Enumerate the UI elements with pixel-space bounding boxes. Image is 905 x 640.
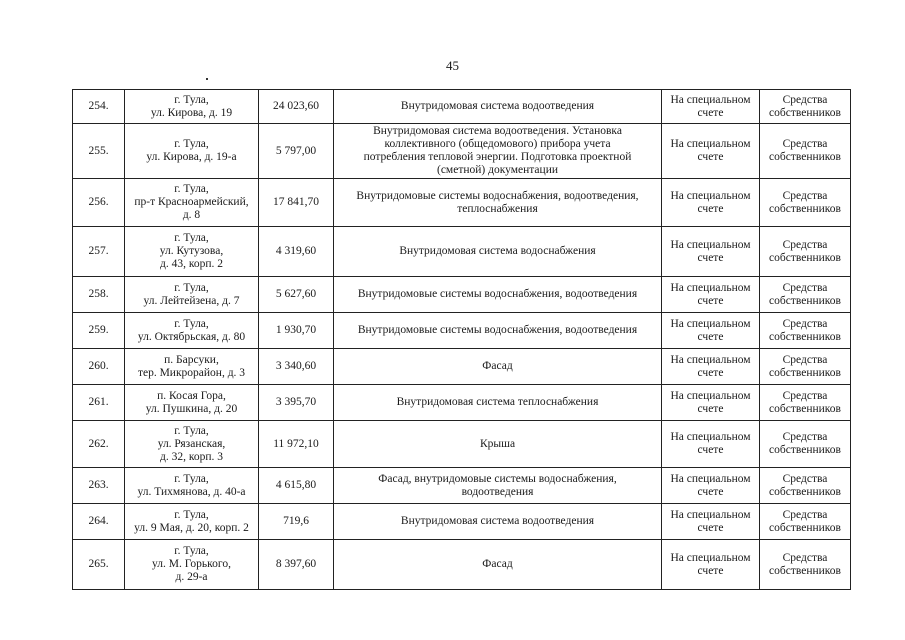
funds-source-line: собственников xyxy=(769,202,841,215)
funds-source-line: Средства xyxy=(782,472,828,485)
funds-source-cell xyxy=(760,179,851,227)
funds-source-line: Средства xyxy=(782,238,828,251)
account-line: На специальном xyxy=(670,353,751,366)
amount-cell: 1 930,70 xyxy=(259,313,334,349)
funds-source-line: собственников xyxy=(769,106,841,119)
work-type-line: Фасад xyxy=(482,360,513,372)
amount-cell: 4 615,80 xyxy=(259,468,334,504)
row-number-cell: 264. xyxy=(73,504,125,540)
funds-source-cell xyxy=(760,385,851,421)
account-line: На специальном xyxy=(670,189,751,202)
funds-source-line: Средства xyxy=(782,189,828,202)
account-cell xyxy=(662,179,760,227)
funds-source-line: собственников xyxy=(769,294,841,307)
work-type-cell xyxy=(334,227,662,277)
account-line: счете xyxy=(697,106,724,119)
amount-cell: 5 627,60 xyxy=(259,277,334,313)
work-type-line: (сметной) документации xyxy=(437,164,558,176)
work-type-line: водоотведения xyxy=(461,485,534,498)
work-type-cell xyxy=(334,468,662,504)
address-line: п. Косая Гора, xyxy=(157,389,226,402)
work-type-line: Внутридомовая система теплоснабжения xyxy=(396,396,599,408)
address-cell xyxy=(125,349,259,385)
amount-cell: 4 319,60 xyxy=(259,227,334,277)
address-line: ул. М. Горького, xyxy=(152,558,231,570)
amount-cell: 24 023,60 xyxy=(259,90,334,124)
address-line: ул. Лейтейзена, д. 7 xyxy=(143,294,240,307)
table-row xyxy=(73,179,851,227)
funds-source-line: Средства xyxy=(782,389,828,402)
amount-cell: 3 395,70 xyxy=(259,385,334,421)
funds-source-line: собственников xyxy=(769,251,841,264)
address-line: г. Тула, xyxy=(174,232,209,244)
address-line: ул. Кирова, д. 19 xyxy=(150,106,233,119)
address-line: г. Тула, xyxy=(174,472,209,485)
account-line: На специальном xyxy=(670,317,751,330)
address-line: д. 32, корп. 3 xyxy=(159,450,223,463)
address-line: г. Тула, xyxy=(174,183,209,195)
address-line: г. Тула, xyxy=(174,424,209,437)
address-line: г. Тула, xyxy=(174,93,209,106)
address-line: д. 29-а xyxy=(175,571,208,583)
account-line: счете xyxy=(697,366,724,379)
funds-source-line: собственников xyxy=(769,366,841,379)
account-line: На специальном xyxy=(670,93,751,106)
work-type-line: Фасад, внутридомовые системы водоснабжения, xyxy=(378,472,617,485)
address-cell xyxy=(125,179,259,227)
address-cell xyxy=(125,227,259,277)
table-row xyxy=(73,124,851,179)
address-cell xyxy=(125,277,259,313)
row-number-cell: 259. xyxy=(73,313,125,349)
work-type-line: Внутридомовая система водоотведения. Установка xyxy=(373,125,622,137)
work-type-cell xyxy=(334,421,662,468)
row-number-cell: 261. xyxy=(73,385,125,421)
funds-source-line: собственников xyxy=(769,485,841,498)
row-number-cell: 255. xyxy=(73,124,125,179)
account-line: счете xyxy=(697,330,724,343)
account-line: счете xyxy=(697,251,724,264)
account-cell xyxy=(662,540,760,590)
amount-cell: 17 841,70 xyxy=(259,179,334,227)
work-type-line: коллективного (общедомового) прибора учета xyxy=(384,138,611,150)
address-line: г. Тула, xyxy=(174,545,209,557)
work-type-line: Внутридомовая система водоснабжения xyxy=(399,245,596,257)
row-number-cell: 256. xyxy=(73,179,125,227)
account-cell xyxy=(662,385,760,421)
funds-source-cell xyxy=(760,277,851,313)
funds-source-line: собственников xyxy=(769,402,841,415)
funds-source-line: собственников xyxy=(769,151,841,163)
funds-source-line: Средства xyxy=(782,93,828,106)
address-line: ул. Кутузова, xyxy=(159,245,224,257)
work-type-line: Внутридомовые системы водоснабжения, водоотведения xyxy=(357,288,638,300)
address-line: д. 43, корп. 2 xyxy=(159,258,223,270)
amount-cell: 719,6 xyxy=(259,504,334,540)
account-cell xyxy=(662,227,760,277)
address-line: ул. 9 Мая, д. 20, корп. 2 xyxy=(134,521,249,534)
address-line: г. Тула, xyxy=(174,508,209,521)
funds-source-line: Средства xyxy=(782,551,828,564)
amount-cell: 8 397,60 xyxy=(259,540,334,590)
address-line: ул. Октябрьская, д. 80 xyxy=(137,330,246,343)
account-line: На специальном xyxy=(670,431,751,443)
account-cell xyxy=(662,421,760,468)
account-cell xyxy=(662,468,760,504)
table-row xyxy=(73,504,851,540)
row-number-cell: 262. xyxy=(73,421,125,468)
account-line: счете xyxy=(697,444,724,456)
funds-source-cell xyxy=(760,124,851,179)
table-row xyxy=(73,313,851,349)
funds-source-line: Средства xyxy=(782,138,828,150)
address-line: тер. Микрорайон, д. 3 xyxy=(137,366,246,379)
table-row xyxy=(73,468,851,504)
amount-cell: 11 972,10 xyxy=(259,421,334,468)
funds-source-cell xyxy=(760,421,851,468)
funds-source-line: собственников xyxy=(769,521,841,534)
account-line: счете xyxy=(697,151,724,163)
address-line: ул. Тихмянова, д. 40-а xyxy=(137,485,246,498)
account-cell xyxy=(662,313,760,349)
address-line: д. 8 xyxy=(182,209,201,221)
account-line: счете xyxy=(697,485,724,498)
address-line: ул. Рязанская, xyxy=(157,437,226,450)
funds-source-line: Средства xyxy=(782,508,828,521)
row-number-cell: 260. xyxy=(73,349,125,385)
row-number-cell: 258. xyxy=(73,277,125,313)
work-type-line: теплоснабжения xyxy=(457,202,538,215)
funds-source-line: собственников xyxy=(769,330,841,343)
page-number: 45 xyxy=(446,58,459,73)
table-row xyxy=(73,349,851,385)
address-line: г. Тула, xyxy=(174,138,209,150)
table-row xyxy=(73,540,851,590)
account-line: счете xyxy=(697,202,724,215)
account-line: На специальном xyxy=(670,551,751,564)
work-type-cell xyxy=(334,313,662,349)
table-row xyxy=(73,385,851,421)
address-cell xyxy=(125,540,259,590)
works-table xyxy=(72,89,851,590)
work-type-line: потребления тепловой энергии. Подготовка проектной xyxy=(363,151,632,163)
account-line: счете xyxy=(697,521,724,534)
work-type-line: Внутридомовая система водоотведения xyxy=(400,100,595,112)
table-row xyxy=(73,277,851,313)
account-line: На специальном xyxy=(670,389,751,402)
table-row xyxy=(73,421,851,468)
address-line: г. Тула, xyxy=(174,317,209,330)
address-cell xyxy=(125,313,259,349)
account-line: На специальном xyxy=(670,138,751,150)
funds-source-cell xyxy=(760,468,851,504)
address-cell xyxy=(125,90,259,124)
row-number-cell: 257. xyxy=(73,227,125,277)
table-row xyxy=(73,90,851,124)
account-cell xyxy=(662,124,760,179)
account-line: На специальном xyxy=(670,238,751,251)
table-row xyxy=(73,227,851,277)
work-type-cell xyxy=(334,349,662,385)
address-cell xyxy=(125,468,259,504)
funds-source-line: Средства xyxy=(782,353,828,366)
funds-source-cell xyxy=(760,349,851,385)
funds-source-line: собственников xyxy=(769,444,841,456)
funds-source-cell xyxy=(760,90,851,124)
account-cell xyxy=(662,277,760,313)
account-line: На специальном xyxy=(670,472,751,485)
work-type-cell xyxy=(334,277,662,313)
work-type-cell xyxy=(334,504,662,540)
account-line: счете xyxy=(697,294,724,307)
account-line: счете xyxy=(697,564,724,577)
funds-source-cell xyxy=(760,504,851,540)
work-type-cell xyxy=(334,385,662,421)
funds-source-cell xyxy=(760,227,851,277)
funds-source-line: Средства xyxy=(782,281,828,294)
work-type-line: Внутридомовая система водоотведения xyxy=(400,515,595,527)
address-cell xyxy=(125,504,259,540)
work-type-cell xyxy=(334,179,662,227)
address-line: пр-т Красноармейский, xyxy=(134,196,249,208)
funds-source-cell xyxy=(760,313,851,349)
address-line: г. Тула, xyxy=(174,281,209,294)
address-line: ул. Кирова, д. 19-а xyxy=(146,151,237,163)
work-type-line: Внутридомовые системы водоснабжения, водоотведения, xyxy=(356,189,639,202)
address-cell xyxy=(125,421,259,468)
account-line: На специальном xyxy=(670,281,751,294)
work-type-cell xyxy=(334,124,662,179)
work-type-line: Внутридомовые системы водоснабжения, водоотведения xyxy=(357,324,638,336)
row-number-cell: 254. xyxy=(73,90,125,124)
funds-source-cell xyxy=(760,540,851,590)
account-cell xyxy=(662,504,760,540)
work-type-line: Фасад xyxy=(482,558,513,570)
address-cell xyxy=(125,124,259,179)
work-type-line: Крыша xyxy=(479,437,516,450)
scan-speck xyxy=(206,78,208,80)
row-number-cell: 263. xyxy=(73,468,125,504)
amount-cell: 5 797,00 xyxy=(259,124,334,179)
works-table-body xyxy=(73,90,851,590)
address-cell xyxy=(125,385,259,421)
address-line: ул. Пушкина, д. 20 xyxy=(145,402,238,415)
work-type-cell xyxy=(334,90,662,124)
funds-source-line: собственников xyxy=(769,564,841,577)
account-cell xyxy=(662,349,760,385)
account-cell xyxy=(662,90,760,124)
account-line: На специальном xyxy=(670,508,751,521)
account-line: счете xyxy=(697,402,724,415)
row-number-cell: 265. xyxy=(73,540,125,590)
work-type-cell xyxy=(334,540,662,590)
amount-cell: 3 340,60 xyxy=(259,349,334,385)
funds-source-line: Средства xyxy=(782,431,828,443)
funds-source-line: Средства xyxy=(782,317,828,330)
address-line: п. Барсуки, xyxy=(164,353,219,366)
